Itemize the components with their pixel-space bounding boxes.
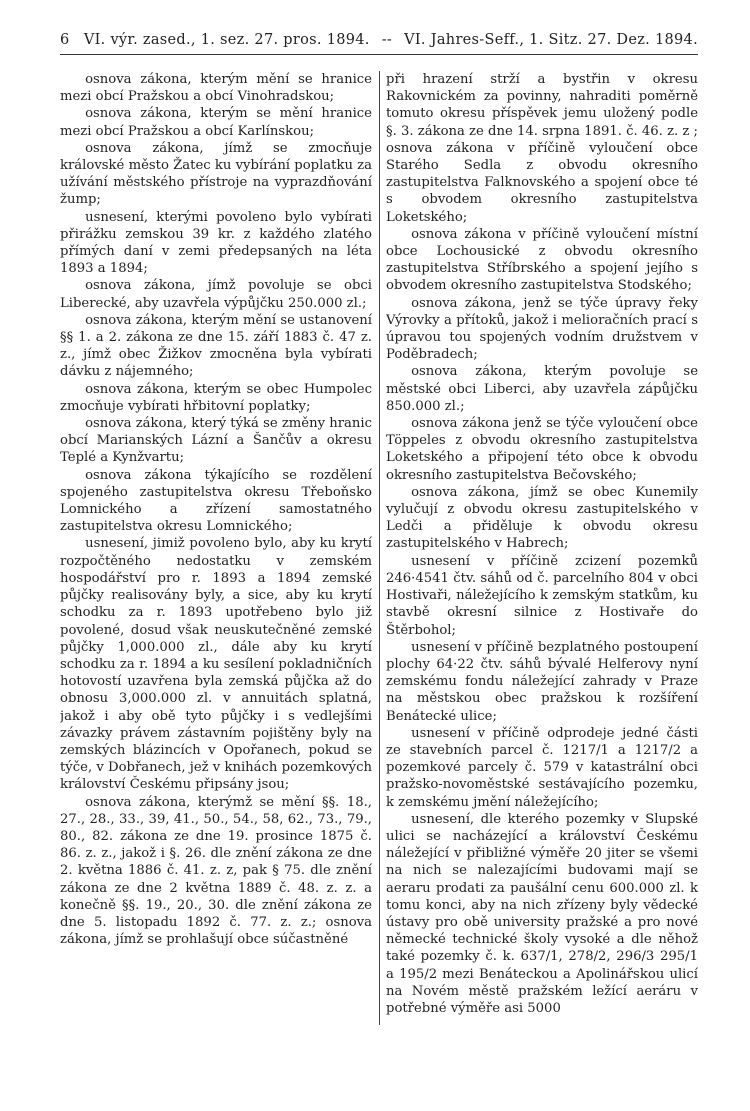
paragraph: usnesení v příčině zcizení pozemků 246·4541 čtv. sáhů od č. parcelního 804 v obci Hostivaři, náležejícího k zemským statkům, ku stavbě okresní silnice z Hostivaře do Štěrbohol; — [386, 553, 698, 638]
paragraph: při hrazení strží a bystřin v okresu Rakovnickém za povinny, nahraditi poměrně tomuto okresu příspěvek jemu uložený podle §. 3. zákona ze dne 14. srpna 1891. č. 46. z. z ; osnova zákona v příčině vyloučení obce Starého Sedla z obvodu okresního zastupitelstva Falknovského a spojení obce té s obvodem okresního zastupitelstva Loketského; — [386, 72, 698, 225]
paragraph: osnova zákona, kterým mění se ustanovení §§ 1. a 2. zákona ze dne 15. září 1883 č. 47 z. z., jímž obec Žižkov zmocněna byla vybírati dávku z nájemného; — [60, 312, 372, 380]
paragraph: usnesení, dle kterého pozemky v Slupské ulici se nacházející a království Českému náležející v přibližné výměře 20 jiter se všemi na nich se nalezajícími budovami mají se aeraru prodati za paušální cenu 600.000 zl. k tomu konci, aby na nich zřízeny byly vědecké ústavy pro obě university pražské a pro nové německé technické školy vysoké a dle něhož také pozemky č. k. 637/1, 278/2, 296/3 295/1 a 195/2 mezi Benáteckou a Apolinářskou ulicí na Novém městě pražském ležící aeráru v potřebné výměře asi 5000 — [386, 811, 698, 1016]
paragraph: osnova zákona, kterým mění se hranice mezi obcí Pražskou a obcí Vinohradskou; — [60, 72, 372, 105]
paragraph: usnesení, jimiž povoleno bylo, aby ku krytí rozpočtěného nedostatku v zemském hospodářství pro r. 1893 a 1894 zemské půjčky realisovány byly, a sice, aby ku krytí schodku za r. 1893 upotřebeno bylo již povolené, dosud však neuskutečněné zemské půjčky 1,000.000 zl., dále aby ku krytí schodku za r. 1894 a ku sesílení pokladničních hotovostí uzavřena byla zemská půjčka až do obnosu 3,000.000 zl. v annuitách splatná, jakož i aby obě tyto půjčky i s vedlejšími závazky právem zástavním pojištěny byly na zemských blázincích v Opořanech, pokud se týče, v Dobřanech, jež v knihách pozemkových království Českému připsány jsou; — [60, 536, 372, 793]
two-column-body — [60, 71, 698, 1017]
header-german: VI. Jahres-Seff., 1. Sitz. 27. Dez. 1894. — [404, 32, 698, 48]
paragraph: osnova zákona, kterým se mění hranice mezi obcí Pražskou a obcí Karlínskou; — [60, 106, 372, 139]
right-column — [386, 71, 698, 1017]
paragraph: osnova zákona, kterýmž se mění §§. 18., 27., 28., 33., 39, 41., 50., 54., 58, 62., 73., 79., 80., 82. zákona ze dne 19. prosince 1875 č. 86. z. z., jakož i §. 26. dle znění zákona ze dne 2. května 1886 č. 41. z. z, pak § 75. dle znění zákona ze dne 2 května 1889 č. 48. z. z. a konečně §§. 19., 20., 30. dle znění zákona ze dne 5. listopadu 1892 č. 77. z. z.; osnova zákona, jímž se prohlašují obce súčastněné — [60, 794, 372, 948]
page-number: 6 — [60, 32, 70, 48]
paragraph: osnova zákona, jímž se obec Kunemily vylučují z obvodu okresu zastupitelského v Ledči a přiděluje k obvodu okresu zastupitelského v Habrech; — [386, 484, 698, 552]
paragraph: osnova zákona, kterým se obec Humpolec zmocňuje vybírati hřbitovní poplatky; — [60, 381, 372, 414]
paragraph: osnova zákona, který týká se změny hranic obcí Marianských Lázní a Šančův a okresu Teplé a Kynžvartu; — [60, 416, 372, 466]
paragraph: osnova zákona, jenž se týče úpravy řeky Výrovky a přítoků, jakož i melioračních prací s úpravou tou spojených vodním družstvem v Poděbradech; — [386, 295, 698, 363]
paragraph: osnova zákona týkajícího se rozdělení spojeného zastupitelstva okresu Třeboňsko Lomnického a zřízení samostatného zastupitelstva okresu Lomnického; — [60, 467, 372, 535]
paragraph: osnova zákona, kterým povoluje se městské obci Liberci, aby uzavřela zápůjčku 850.000 zl.; — [386, 364, 698, 414]
paragraph: osnova zákona v příčině vyloučení místní obce Lochousické z obvodu okresního zastupitelstva Stříbrského a spojení jejího s obvodem okresního zastupitelstva Stodského; — [386, 226, 698, 294]
header-separator: -- — [381, 32, 393, 48]
paragraph: usnesení v příčině bezplatného postoupení plochy 64·22 čtv. sáhů bývalé Helferovy nyní zemskému fondu náležející zahrady v Praze na městskou obec pražskou k rozšíření Benátecké ulice; — [386, 639, 698, 724]
paragraph: osnova zákona, jímž povoluje se obci Liberecké, aby uzavřela výpůjčku 250.000 zl.; — [60, 278, 372, 311]
left-column — [60, 71, 372, 1017]
header-czech: VI. výr. zased., 1. sez. 27. pros. 1894. — [83, 32, 370, 48]
paragraph: usnesení, kterými povoleno bylo vybírati přirážku zemskou 39 kr. z každého zlatého přímých daní v zemi předepsaných na léta 1893 a 1894; — [60, 209, 372, 277]
running-header — [60, 32, 698, 55]
column-divider — [379, 71, 380, 1025]
paragraph: osnova zákona, jímž se zmocňuje královské město Žatec ku vybírání poplatku za užívání městského přístroje na vyprazdňování žump; — [60, 140, 372, 208]
paragraph: usnesení v příčině odprodeje jedné části ze stavebních parcel č. 1217/1 a 1217/2 a pozemkové parcely č. 579 v katastrální obci pražsko-novoměstské sestávajícího pozemku, k zemskému jmění náležejícího; — [386, 725, 698, 810]
paragraph: osnova zákona jenž se týče vyloučení obce Töppeles z obvodu okresního zastupitelstva Loketského a připojení této obce k obvodu okresního zastupitelstva Bečovského; — [386, 416, 698, 483]
